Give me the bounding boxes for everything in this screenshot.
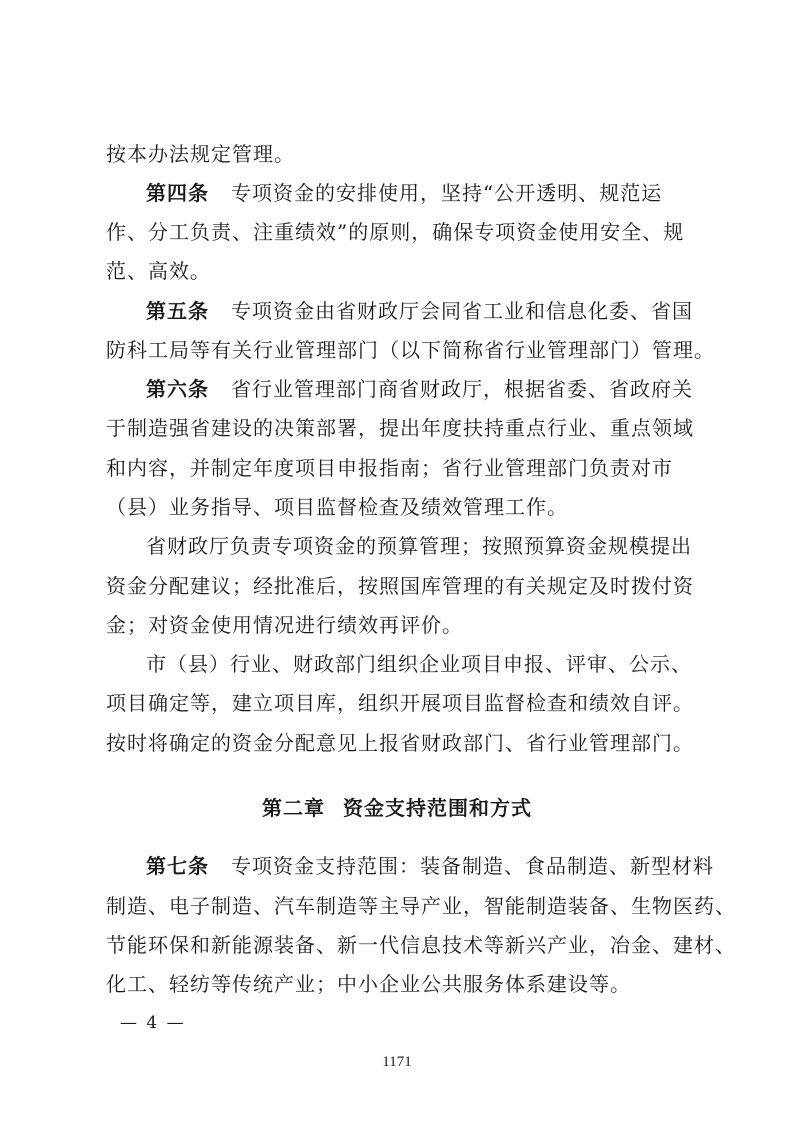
folio-page-marker: — 4 — [120, 1013, 186, 1033]
paragraph-line: 于制造强省建设的决策部署，提出年度扶持重点行业、重点领域 [106, 416, 694, 440]
paragraph-line: 市（县）行业、财政部门组织企业项目申报、评审、公示、 [146, 652, 692, 676]
paragraph-line: 范、高效。 [106, 259, 211, 283]
paragraph-line: 省财政厅负责专项资金的预算管理；按照预算资金规模提出 [146, 534, 692, 558]
paragraph-line: 防科工局等有关行业管理部门（以下简称省行业管理部门）管理。 [106, 338, 715, 362]
article-6-heading: 第六条 [146, 377, 209, 401]
paragraph-line: 制造、电子制造、汽车制造等主导产业，智能制造装备、生物医药、 [106, 894, 736, 918]
article-5-first-line [146, 298, 691, 324]
article-6-first-line [146, 376, 691, 402]
paragraph-line: 项目确定等，建立项目库，组织开展项目监督检查和绩效自评。 [106, 691, 694, 715]
paragraph-line: 节能环保和新能源装备、新一代信息技术等新兴产业，冶金、建材、 [106, 933, 736, 957]
paragraph-line: 按时将确定的资金分配意见上报省财政部门、省行业管理部门。 [106, 731, 694, 755]
paragraph-line: 专项资金的安排使用，坚持“公开透明、规范运 [231, 181, 663, 205]
paragraph-line: 金；对资金使用情况进行绩效再评价。 [106, 613, 463, 637]
paragraph-line: 资金分配建议；经批准后，按照国库管理的有关规定及时拨付资 [106, 574, 694, 598]
article-4-first-line [146, 180, 691, 206]
paragraph-line: 按本办法规定管理。 [106, 142, 295, 166]
paragraph-line: 专项资金支持范围：装备制造、食品制造、新型材料 [231, 854, 714, 878]
paragraph-line: 省行业管理部门商省财政厅，根据省委、省政府关 [231, 377, 693, 401]
paragraph-line: 和内容，并制定年度项目申报指南；省行业管理部门负责对市 [106, 456, 673, 480]
chapter-title: 资金支持范围和方式 [343, 796, 532, 820]
article-7-heading: 第七条 [146, 854, 209, 878]
paragraph-line: （县）业务指导、项目监督检查及绩效管理工作。 [106, 495, 568, 519]
article-5-heading: 第五条 [146, 299, 209, 323]
paragraph-line: 专项资金由省财政厅会同省工业和信息化委、省国 [231, 299, 693, 323]
paragraph-line: 化工、轻纺等传统产业；中小企业公共服务体系建设等。 [106, 972, 631, 996]
chapter-number: 第二章 [262, 796, 325, 820]
article-7-first-line [146, 853, 714, 879]
paragraph-line: 作、分工负责、注重绩效”的原则，确保专项资金使用安全、规 [106, 220, 685, 244]
chapter-heading [0, 795, 794, 821]
page-number: 1171 [382, 1054, 412, 1070]
article-4-heading: 第四条 [146, 181, 209, 205]
